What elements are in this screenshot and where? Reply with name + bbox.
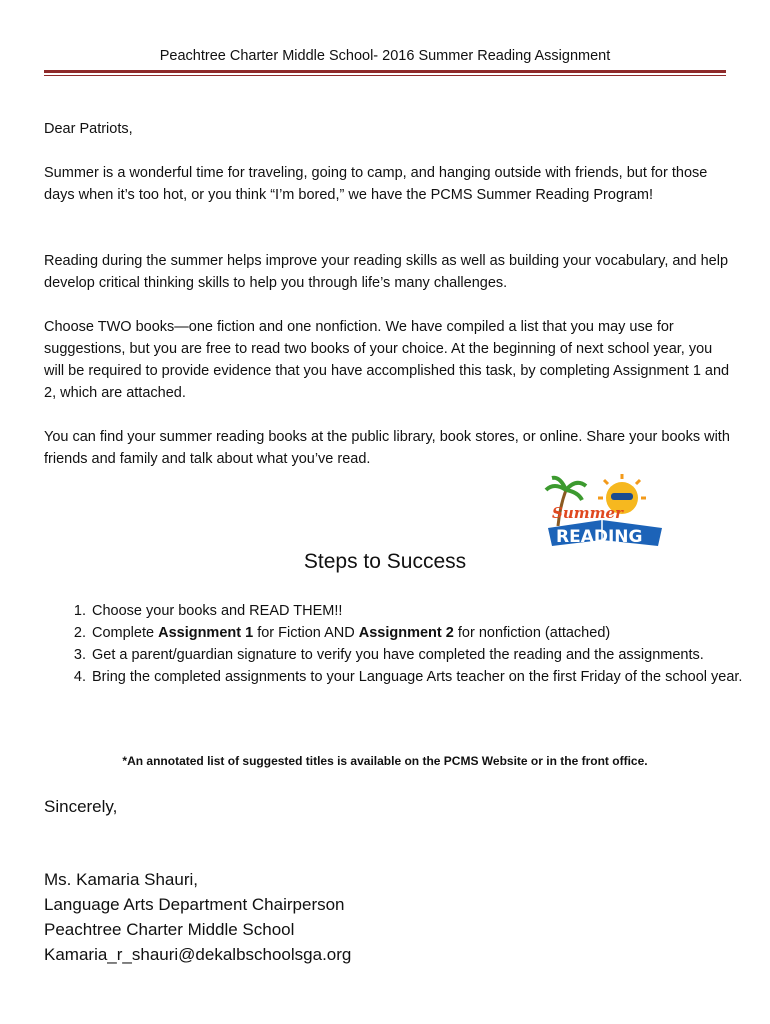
paragraph-2 — [44, 250, 734, 294]
signature-email: Kamaria_r_shauri@dekalbschoolsga.org — [44, 945, 352, 964]
suggested-titles-note: *An annotated list of suggested titles is available on the PCMS Website or in the front office. — [122, 754, 648, 768]
step-item — [90, 666, 760, 688]
paragraph-1-text: Summer is a wonderful time for traveling, going to camp, and hanging outside with friends, but for those days when it’s too hot, or you think “I’m bored,” we have the PCMS Summer Reading Program! — [44, 165, 708, 203]
page-header: Peachtree Charter Middle School- 2016 Summer Reading Assignment — [159, 48, 611, 64]
paragraph-4 — [44, 426, 734, 470]
palm-leaves — [546, 478, 586, 500]
logo-text-summer: Summer — [552, 504, 623, 522]
header-rule-thick — [44, 70, 726, 73]
paragraph-3 — [44, 316, 734, 404]
paragraph-1 — [44, 162, 734, 206]
logo-text-reading: READING — [556, 527, 643, 547]
steps-list — [44, 600, 760, 688]
step-4-text: Bring the completed assignments to your Language Arts teacher on the first Friday of the school year. — [92, 669, 743, 685]
summer-reading-logo — [540, 470, 670, 550]
step-2-assignment-1: Assignment 1 — [158, 625, 254, 641]
step-2-assignment-2: Assignment 2 — [358, 625, 454, 641]
paragraph-2-text: Reading during the summer helps improve your reading skills as well as building your vocabulary, and help develop critical thinking skills to help you through life’s many challenges. — [44, 253, 729, 291]
step-item — [90, 644, 760, 666]
step-item — [90, 622, 760, 644]
step-1-text: Choose your books and READ THEM!! — [92, 603, 343, 619]
step-2-pre: Complete — [92, 625, 159, 641]
greeting-text: Dear Patriots, — [44, 121, 133, 137]
signature-name: Ms. Kamaria Shauri, — [44, 870, 198, 889]
closing-sincerely: Sincerely, — [44, 797, 118, 816]
paragraph-4-text: You can find your summer reading books at the public library, book stores, or online. Share your books with friends and family and talk about what you’ve read. — [44, 429, 730, 467]
header-rule-thin — [44, 75, 726, 76]
step-3-text: Get a parent/guardian signature to verify you have completed the reading and the assignments. — [92, 647, 704, 663]
sunglasses-shape — [611, 493, 633, 500]
letter-greeting — [44, 118, 734, 140]
step-2-post: for nonfiction (attached) — [453, 625, 611, 641]
signature-role: Language Arts Department Chairperson — [44, 895, 345, 914]
paragraph-3-text: Choose TWO books—one fiction and one nonfiction. We have compiled a list that you may use for suggestions, but you are free to read two books of your choice. At the beginning of next school year, you will be required to provide evidence that you have accomplished this task, by completing Assignment 1 and 2, which are attached. — [44, 319, 730, 401]
step-item — [90, 600, 760, 622]
signature-school: Peachtree Charter Middle School — [44, 920, 295, 939]
step-2-mid: for Fiction AND — [253, 625, 359, 641]
steps-title: Steps to Success — [303, 550, 467, 573]
